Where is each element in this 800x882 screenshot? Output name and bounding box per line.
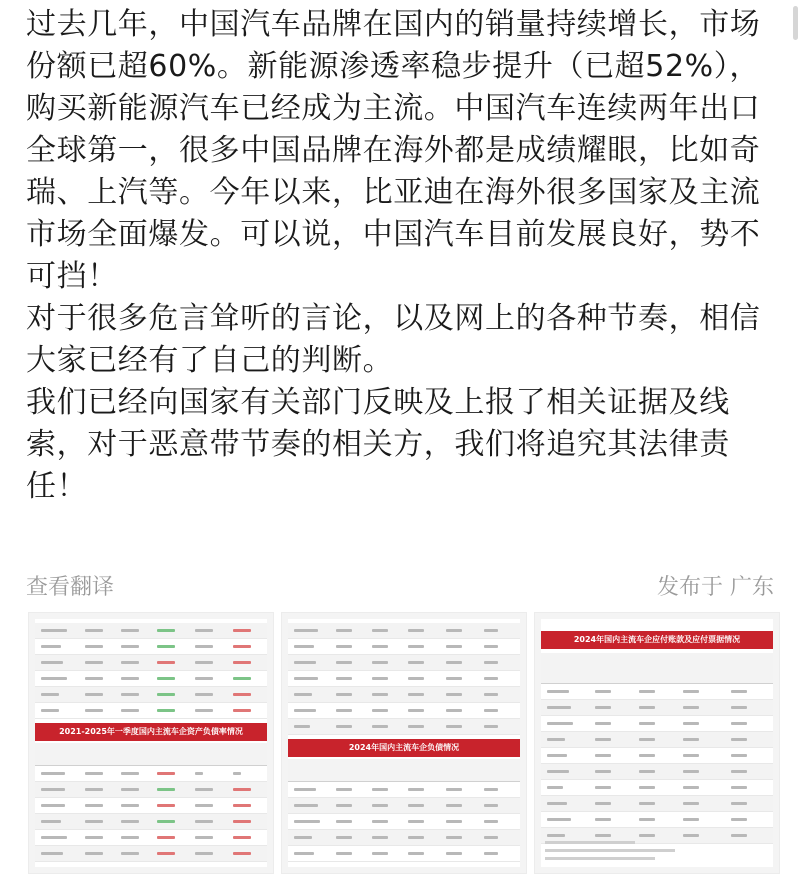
table-title-banner: 2021-2025年一季度国内主流车企资产负债率情况: [35, 723, 267, 741]
post-location: 发布于 广东: [657, 575, 774, 600]
post-paragraph: 对于很多危言耸听的言论，以及网上的各种节奏，相信大家已经有了自己的判断。: [26, 301, 761, 378]
table-image: [541, 619, 773, 867]
table-rows: [541, 653, 773, 844]
post-body: [26, 4, 786, 508]
post-paragraph: 我们已经向国家有关部门反映及上报了相关证据及线索，对于恶意带节奏的相关方，我们将追究其法律责任！: [26, 385, 730, 504]
table-rows: [35, 623, 267, 719]
image-thumbnail-3[interactable]: [534, 612, 780, 874]
table-title-banner: 2024年国内主流车企负债情况: [288, 739, 520, 757]
translate-link[interactable]: 查看翻译: [26, 575, 115, 600]
table-footnote: [545, 841, 635, 844]
table-footnote: [545, 849, 675, 852]
table-image: [35, 619, 267, 867]
scrollbar[interactable]: [793, 6, 798, 40]
table-rows: [288, 623, 520, 735]
image-grid: [28, 612, 778, 874]
table-title-banner: 2024年国内主流车企应付账款及应付票据情况: [541, 631, 773, 649]
table-rows: [288, 759, 520, 862]
post-paragraph: 过去几年，中国汽车品牌在国内的销量持续增长，市场份额已超60%。新能源渗透率稳步提升（已超52%），购买新能源汽车已经成为主流。中国汽车连续两年出口全球第一，很多中国品牌在海外都是成绩耀眼，比如奇瑞、上汽等。今年以来，比亚迪在海外很多国家及主流市场全面爆发。可以说，中国汽车目前发展良好，势不可挡！: [26, 7, 761, 294]
image-thumbnail-1[interactable]: [28, 612, 274, 874]
table-image: [288, 619, 520, 867]
image-thumbnail-2[interactable]: [281, 612, 527, 874]
post-meta: [26, 570, 774, 604]
table-footnote: [545, 857, 655, 860]
table-rows: [35, 743, 267, 862]
